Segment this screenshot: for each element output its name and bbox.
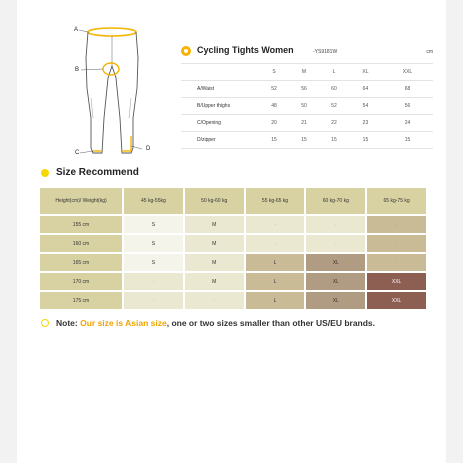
height-label: 160 cm bbox=[40, 235, 122, 252]
spec-col: L bbox=[319, 64, 349, 81]
spec-row bbox=[181, 81, 433, 98]
spec-cell: 56 bbox=[289, 81, 319, 98]
recommend-row bbox=[40, 292, 426, 309]
spec-row-label: B/Upper thighs bbox=[181, 98, 259, 115]
weight-header: 50 kg-60 kg bbox=[185, 188, 244, 214]
spec-cell: 54 bbox=[349, 98, 382, 115]
size-cell: - bbox=[185, 292, 244, 309]
bullet-dot-icon bbox=[41, 169, 49, 177]
size-recommend-table bbox=[38, 186, 428, 311]
spec-cell: 22 bbox=[319, 115, 349, 132]
spec-cell: 68 bbox=[382, 81, 433, 98]
height-label: 175 cm bbox=[40, 292, 122, 309]
height-label: 165 cm bbox=[40, 254, 122, 271]
size-note bbox=[41, 317, 441, 331]
size-cell: L bbox=[246, 292, 305, 309]
size-cell: - bbox=[246, 216, 305, 233]
spec-col: M bbox=[289, 64, 319, 81]
recommend-row bbox=[40, 235, 426, 252]
tights-outline-icon bbox=[57, 18, 167, 163]
size-cell: XL bbox=[306, 273, 365, 290]
spec-row-label: D/zipper bbox=[181, 132, 259, 149]
size-cell: - bbox=[124, 273, 183, 290]
size-cell: M bbox=[185, 254, 244, 271]
size-cell: - bbox=[124, 292, 183, 309]
spec-row bbox=[181, 132, 433, 149]
size-cell: L bbox=[246, 273, 305, 290]
unit-label: cm bbox=[426, 49, 433, 55]
spec-cell: 56 bbox=[382, 98, 433, 115]
spec-cell: 21 bbox=[289, 115, 319, 132]
spec-cell: 52 bbox=[259, 81, 289, 98]
size-cell: XL bbox=[306, 254, 365, 271]
recommend-row bbox=[40, 216, 426, 233]
spec-row bbox=[181, 115, 433, 132]
recommend-header bbox=[41, 166, 241, 180]
size-cell: - bbox=[306, 235, 365, 252]
size-cell: - bbox=[367, 235, 426, 252]
label-b: B bbox=[75, 67, 80, 73]
spec-header-row bbox=[181, 64, 433, 81]
recommend-header-row bbox=[40, 188, 426, 214]
size-cell: XL bbox=[306, 292, 365, 309]
size-cell: S bbox=[124, 235, 183, 252]
recommend-row bbox=[40, 254, 426, 271]
size-cell: S bbox=[124, 254, 183, 271]
spec-cell: 64 bbox=[349, 81, 382, 98]
spec-col: S bbox=[259, 64, 289, 81]
recommend-title: Size Recommend bbox=[56, 167, 139, 178]
spec-cell: 24 bbox=[382, 115, 433, 132]
height-label: 155 cm bbox=[40, 216, 122, 233]
spec-corner bbox=[181, 64, 259, 81]
size-cell: M bbox=[185, 216, 244, 233]
label-a: A bbox=[74, 27, 79, 33]
size-cell: L bbox=[246, 254, 305, 271]
size-cell: - bbox=[367, 216, 426, 233]
note-highlight: Our size is Asian size bbox=[80, 318, 167, 328]
spec-cell: 60 bbox=[319, 81, 349, 98]
size-cell: - bbox=[306, 216, 365, 233]
spec-cell: 23 bbox=[349, 115, 382, 132]
weight-header: 65 kg-75 kg bbox=[367, 188, 426, 214]
spec-cell: 15 bbox=[259, 132, 289, 149]
note-prefix: Note: bbox=[56, 318, 81, 328]
recommend-row bbox=[40, 273, 426, 290]
spec-row bbox=[181, 98, 433, 115]
recommend-corner-header: Height(cm)/ Weight(kg) bbox=[40, 188, 122, 214]
spec-col: XL bbox=[349, 64, 382, 81]
weight-header: 60 kg-70 kg bbox=[306, 188, 365, 214]
size-cell: - bbox=[367, 254, 426, 271]
spec-header bbox=[181, 44, 433, 60]
spec-col: XXL bbox=[382, 64, 433, 81]
bullet-icon bbox=[181, 46, 191, 56]
size-cell: S bbox=[124, 216, 183, 233]
page bbox=[17, 0, 446, 463]
label-d: D bbox=[146, 146, 151, 152]
spec-cell: 15 bbox=[382, 132, 433, 149]
spec-cell: 15 bbox=[349, 132, 382, 149]
spec-cell: 15 bbox=[289, 132, 319, 149]
spec-cell: 52 bbox=[319, 98, 349, 115]
weight-header: 45 kg-55kg bbox=[124, 188, 183, 214]
height-label: 170 cm bbox=[40, 273, 122, 290]
size-spec-table bbox=[181, 63, 433, 149]
label-c: C bbox=[75, 150, 80, 156]
spec-row-label: A/Waist bbox=[181, 81, 259, 98]
spec-row-label: C/Opening bbox=[181, 115, 259, 132]
spec-title: Cycling Tights Women bbox=[197, 45, 294, 55]
spec-cell: 15 bbox=[319, 132, 349, 149]
size-cell: - bbox=[246, 235, 305, 252]
product-code: -YS9181W bbox=[313, 49, 338, 55]
weight-header: 55 kg-65 kg bbox=[246, 188, 305, 214]
spec-cell: 20 bbox=[259, 115, 289, 132]
note-text bbox=[56, 318, 375, 328]
tights-diagram bbox=[57, 18, 167, 163]
size-cell: M bbox=[185, 235, 244, 252]
spec-cell: 50 bbox=[289, 98, 319, 115]
size-cell: XXL bbox=[367, 273, 426, 290]
size-cell: M bbox=[185, 273, 244, 290]
ring-bullet-icon bbox=[41, 319, 49, 327]
note-suffix: , one or two sizes smaller than other US/EU brands. bbox=[166, 318, 376, 328]
spec-cell: 48 bbox=[259, 98, 289, 115]
size-cell: XXL bbox=[367, 292, 426, 309]
